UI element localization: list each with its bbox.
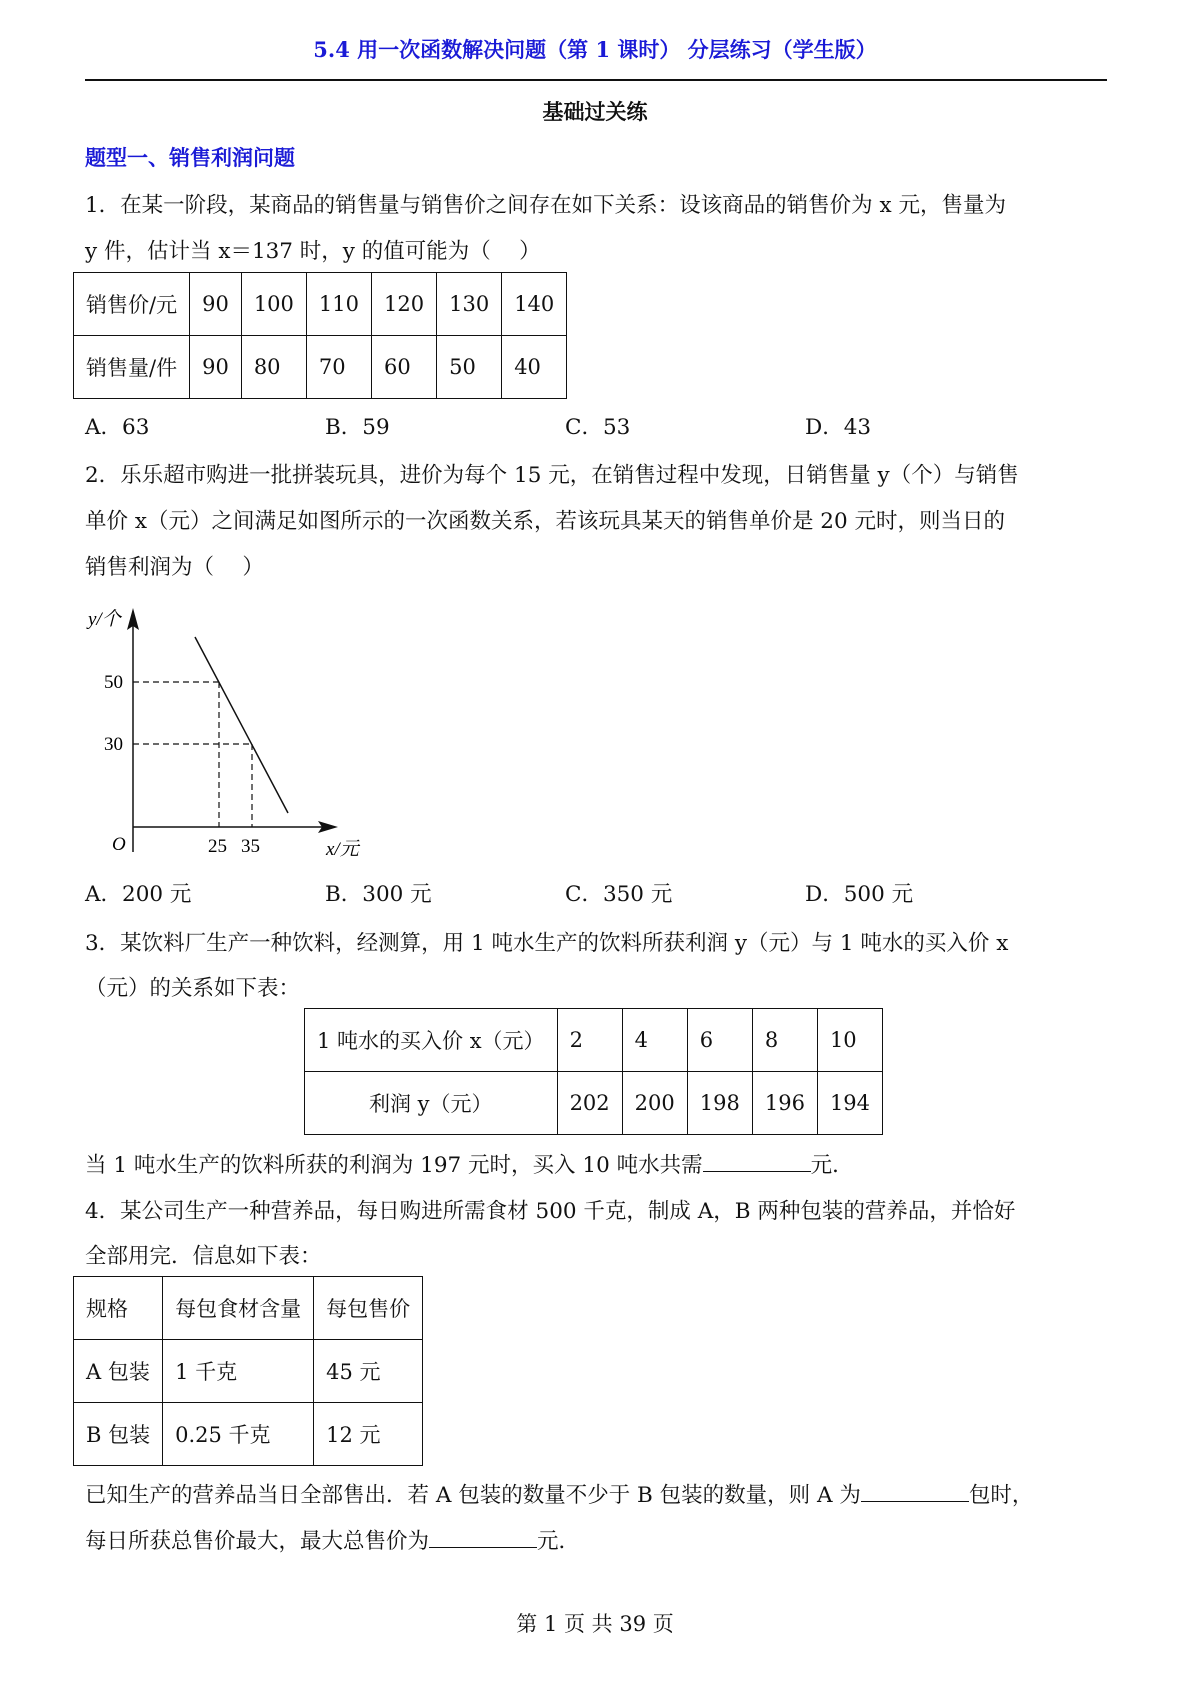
cell: A 包装	[74, 1340, 163, 1403]
cell: 10	[817, 1009, 882, 1072]
q4-unit: 元．	[537, 1529, 581, 1554]
answer-blank[interactable]	[861, 1481, 969, 1502]
q3-text-line3	[85, 1148, 1107, 1179]
answer-blank[interactable]	[703, 1151, 811, 1172]
q4-text-line2: 全部用完．信息如下表：	[85, 1244, 322, 1269]
y-tick-30: 30	[104, 734, 123, 755]
cell: 130	[437, 273, 502, 336]
cell: 40	[502, 336, 567, 399]
q1-options	[85, 410, 1045, 441]
option-c: C．53	[565, 415, 631, 440]
q2-text-line3: 销售利润为（ ）	[85, 555, 264, 580]
q1-text-line1: 1．在某一阶段，某商品的销售量与销售价之间存在如下关系：设该商品的销售价为 x 元，售量为	[85, 193, 1006, 218]
document-title: 5.4 用一次函数解决问题（第 1 课时） 分层练习（学生版）	[313, 37, 877, 62]
q4-table	[73, 1276, 423, 1466]
guide-lines	[133, 682, 252, 827]
subtitle: 基础过关练	[542, 99, 648, 124]
cell: 2	[557, 1009, 622, 1072]
page-number: 第 1 页 共 39 页	[516, 1612, 674, 1636]
q1-text-line2: y 件，估计当 x＝137 时，y 的值可能为（ ）	[85, 239, 541, 264]
cell: 1 千克	[163, 1340, 314, 1403]
cell: 202	[557, 1072, 622, 1135]
header-rule	[85, 79, 1107, 81]
y-tick-50: 50	[104, 672, 123, 693]
cell: B 包装	[74, 1403, 163, 1466]
origin-label: O	[112, 834, 126, 855]
cell: 每包售价	[314, 1277, 423, 1340]
x-tick-35: 35	[241, 836, 260, 857]
q4-question-text-end: 包时，	[968, 1483, 1034, 1508]
option-a: A．63	[85, 415, 150, 440]
cell: 90	[190, 273, 242, 336]
function-line	[195, 637, 288, 813]
cell: 80	[241, 336, 306, 399]
cell: 50	[437, 336, 502, 399]
option-d: D．43	[805, 415, 872, 440]
cell: 200	[622, 1072, 687, 1135]
cell: 196	[752, 1072, 817, 1135]
cell: 销售量/件	[74, 336, 190, 399]
cell: 60	[372, 336, 437, 399]
q4-text-line3	[85, 1478, 1107, 1509]
q2-text-line2: 单价 x（元）之间满足如图所示的一次函数关系，若该玩具某天的销售单价是 20 元时，则当日的	[85, 509, 1005, 534]
cell: 0.25 千克	[163, 1403, 314, 1466]
cell: 100	[241, 273, 306, 336]
option-c: C．350 元	[565, 882, 673, 907]
x-tick-25: 25	[208, 836, 227, 857]
q3-text-line1: 3．某饮料厂生产一种饮料，经测算，用 1 吨水生产的饮料所获利润 y（元）与 1 吨水的买入价 x	[85, 931, 1009, 956]
q4-question-text: 每日所获总售价最大，最大总售价为	[85, 1529, 430, 1554]
cell: 规格	[74, 1277, 163, 1340]
q3-text-line2: （元）的关系如下表：	[85, 976, 301, 1001]
cell: 1 吨水的买入价 x（元）	[305, 1009, 558, 1072]
cell: 70	[306, 336, 371, 399]
cell: 90	[190, 336, 242, 399]
y-axis-label: y/个	[88, 609, 121, 630]
cell: 6	[687, 1009, 752, 1072]
cell: 每包食材含量	[163, 1277, 314, 1340]
q2-text-line1: 2．乐乐超市购进一批拼装玩具，进价为每个 15 元，在销售过程中发现，日销售量 y（个）与销售	[85, 463, 1019, 488]
cell: 12 元	[314, 1403, 423, 1466]
cell: 194	[817, 1072, 882, 1135]
cell: 140	[502, 273, 567, 336]
cell: 110	[306, 273, 371, 336]
option-a: A．200 元	[85, 882, 192, 907]
q4-text-line1: 4．某公司生产一种营养品，每日购进所需食材 500 千克，制成 A，B 两种包装的营养品，并恰好	[85, 1199, 1016, 1224]
option-b: B．300 元	[325, 882, 432, 907]
cell: 8	[752, 1009, 817, 1072]
option-d: D．500 元	[805, 882, 914, 907]
q2-options	[85, 877, 1045, 908]
cell: 4	[622, 1009, 687, 1072]
option-b: B．59	[325, 415, 390, 440]
cell: 45 元	[314, 1340, 423, 1403]
answer-blank[interactable]	[429, 1527, 537, 1548]
x-axis-label: x/元	[326, 839, 359, 860]
q3-question-text: 当 1 吨水生产的饮料所获的利润为 197 元时，买入 10 吨水共需	[85, 1153, 703, 1178]
section-heading: 题型一、销售利润问题	[85, 145, 295, 170]
cell: 120	[372, 273, 437, 336]
cell: 利润 y（元）	[305, 1072, 558, 1135]
cell: 销售价/元	[74, 273, 190, 336]
q3-table	[304, 1008, 883, 1135]
q4-text-line4	[85, 1524, 1107, 1555]
q2-graph	[60, 590, 380, 860]
q4-question-text: 已知生产的营养品当日全部售出．若 A 包装的数量不少于 B 包装的数量，则 A 为	[85, 1483, 861, 1508]
q1-table	[73, 272, 567, 399]
cell: 198	[687, 1072, 752, 1135]
q3-unit: 元．	[810, 1153, 854, 1178]
